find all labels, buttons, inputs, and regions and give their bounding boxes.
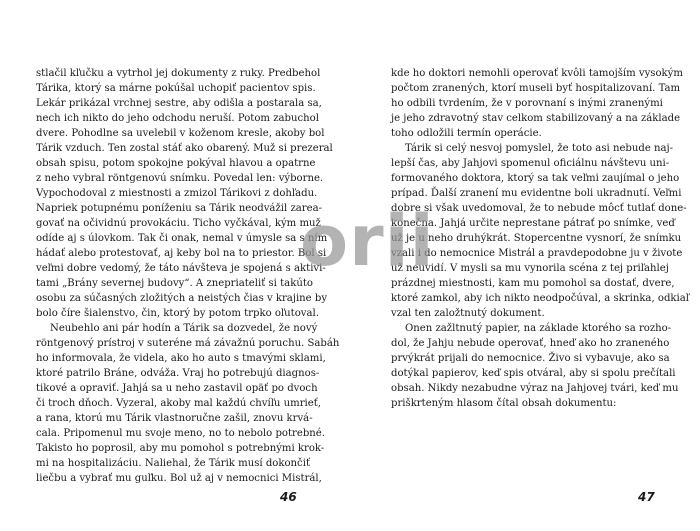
text-line: a rana, ktorú mu Tárik vlastnoručne zašil, znovu krvá- [36, 413, 313, 424]
text-line: tami „Brány severnej budovy“. A znepriateliť si takúto [36, 278, 313, 289]
text-line: toho odložili termín operácie. [391, 128, 542, 139]
page-number-right: 47 [638, 490, 655, 504]
text-line: prípad. Ďalší zranení mu evidentne boli ukradnutí. Veľmi [391, 188, 682, 199]
text-line: odíde aj s úlovkom. Tak či onak, nemal v úmysle sa s ním [36, 233, 328, 244]
text-line: lepší čas, aby Jahjovi spomenul oficiálnu návštevu uni- [391, 158, 670, 169]
text-line: už je u neho druhýkrát. Stopercentne vysnorí, že snímku [391, 233, 682, 244]
text-line: formovaného doktora, ktorý sa tak veľmi zaujímal o jeho [391, 173, 680, 184]
text-line: liečbu a vybrať mu guľku. Bol už aj v nemocnici Mistrál, [36, 473, 322, 484]
text-line: röntgenový prístroj v suteréne má závažnú poruchu. Sabáh [36, 338, 340, 349]
right-text-column [391, 66, 689, 411]
text-line: priškrteným hlasom čítal obsah dokumentu: [391, 398, 617, 409]
text-line: dol, že Jahju nebude operovať, hneď ako ho zraneného [391, 338, 670, 349]
text-line: prázdnej miestnosti, kam mu pomohol sa dostať, dvere, [391, 278, 675, 289]
text-line: ktoré patrilo Bráne, odváža. Vraj ho potrebujú diagnos- [36, 368, 320, 379]
text-line: ho informovala, že videla, ako ho auto s tmavými sklami, [36, 353, 326, 364]
text-line: Takisto ho poprosil, aby mu pomohol s potrebnými krok- [36, 443, 325, 454]
text-line: cala. Pripomenul mu svoje meno, no to nebolo potrebné. [36, 428, 325, 439]
text-line: vzali i do nemocnice Mistrál a pravdepodobne ju v živote [391, 248, 683, 259]
text-line: Tárik vzduch. Ten zostal stáť ako obarený. Muž si prezeral [36, 143, 333, 154]
text-line: dobre si však uvedomoval, že to nebude môcť tutlať done- [391, 203, 687, 214]
text-line: ho odbili tvrdením, že v porovnaní s inými zranenými [391, 98, 663, 109]
text-line: už neuvidí. V mysli sa mu vynorila scéna z tej priľahlej [391, 263, 669, 274]
text-line: či troch dňoch. Vyzeral, akoby mal každú chvíľu umrieť, [36, 398, 322, 409]
watermark-logo: orii [300, 200, 435, 282]
text-line: tikové a opraviť. Jahjá sa u neho zastavil opäť po dvoch [36, 383, 318, 394]
text-line: Lekár prikázal vrchnej sestre, aby odišla a postarala sa, [36, 98, 322, 109]
text-line: govať na očividnú provokáciu. Ticho vyčkával, kým muž [36, 218, 321, 229]
text-line: je jeho zdravotný stav celkom stabilizovaný a na základe [391, 113, 681, 124]
text-line: kde ho doktori nemohli operovať kvôli tamojším vysokým [391, 68, 683, 79]
page-number-left: 46 [280, 490, 297, 504]
text-line: dotýkal papierov, keď spis otváral, aby si spolu prečítali [391, 368, 676, 379]
text-line: bolo číre šialenstvo, čin, ktorý by potom trpko oľutoval. [36, 308, 319, 319]
left-text-column [36, 66, 340, 486]
text-line: Tárika, ktorý sa márne pokúšal uchopiť pacientov spis. [36, 83, 316, 94]
text-line: dvere. Pohodlne sa uvelebil v koženom kresle, akoby bol [36, 128, 325, 139]
text-line: Napriek potupnému poníženiu sa Tárik neodvážil zarea- [36, 203, 323, 214]
text-line: stlačil kľučku a vytrhol jej dokumenty z ruky. Predbehol [36, 68, 321, 79]
text-line: obsah spisu, potom spokojne pokýval hlavou a opatrne [36, 158, 316, 169]
text-line: počtom zranených, ktorí museli byť hospitalizovaní. Tam [391, 83, 681, 94]
text-line: obsah. Nikdy nezabudne výraz na Jahjovej tvári, keď mu [391, 383, 679, 394]
text-line: ktoré zamkol, aby ich nikto neodpočúval, a skrinka, odkiaľ [391, 293, 689, 304]
text-line: mi na hospitalizáciu. Naliehal, že Tárik musí dokončiť [36, 458, 310, 469]
text-line: vzal ten založtnutý dokument. [391, 308, 545, 319]
text-line: Tárik si celý nesvoj pomyslel, že toto asi nebude naj- [405, 143, 674, 154]
text-line: hádať alebo protestovať, aj keby bol na to priestor. Bol si [36, 248, 327, 259]
text-line: Onen zažltnutý papier, na základe ktorého sa rozho- [405, 323, 672, 334]
text-line: prvýkrát prijali do nemocnice. Živo si vybavuje, ako sa [391, 353, 670, 364]
text-line: konečna. Jahjá určite neprestane pátrať po snímke, veď [391, 218, 675, 229]
text-line: nech ich nikto do jeho odchodu neruší. Potom zabuchol [36, 113, 319, 124]
text-line: veľmi dobre vedomý, že táto návšteva je spojená s aktivi- [36, 263, 326, 274]
text-line: Neubehlo ani pár hodín a Tárik sa dozvedel, že nový [50, 323, 318, 334]
text-line: osobu za súčasných zložitých a neistých čias v krajine by [36, 293, 328, 304]
right-page [350, 0, 700, 531]
text-line: Vypochodoval z miestnosti a zmizol Tárikovi z dohľadu. [36, 188, 318, 199]
text-line: z neho vybral röntgenovú snímku. Povedal len: výborne. [36, 173, 324, 184]
